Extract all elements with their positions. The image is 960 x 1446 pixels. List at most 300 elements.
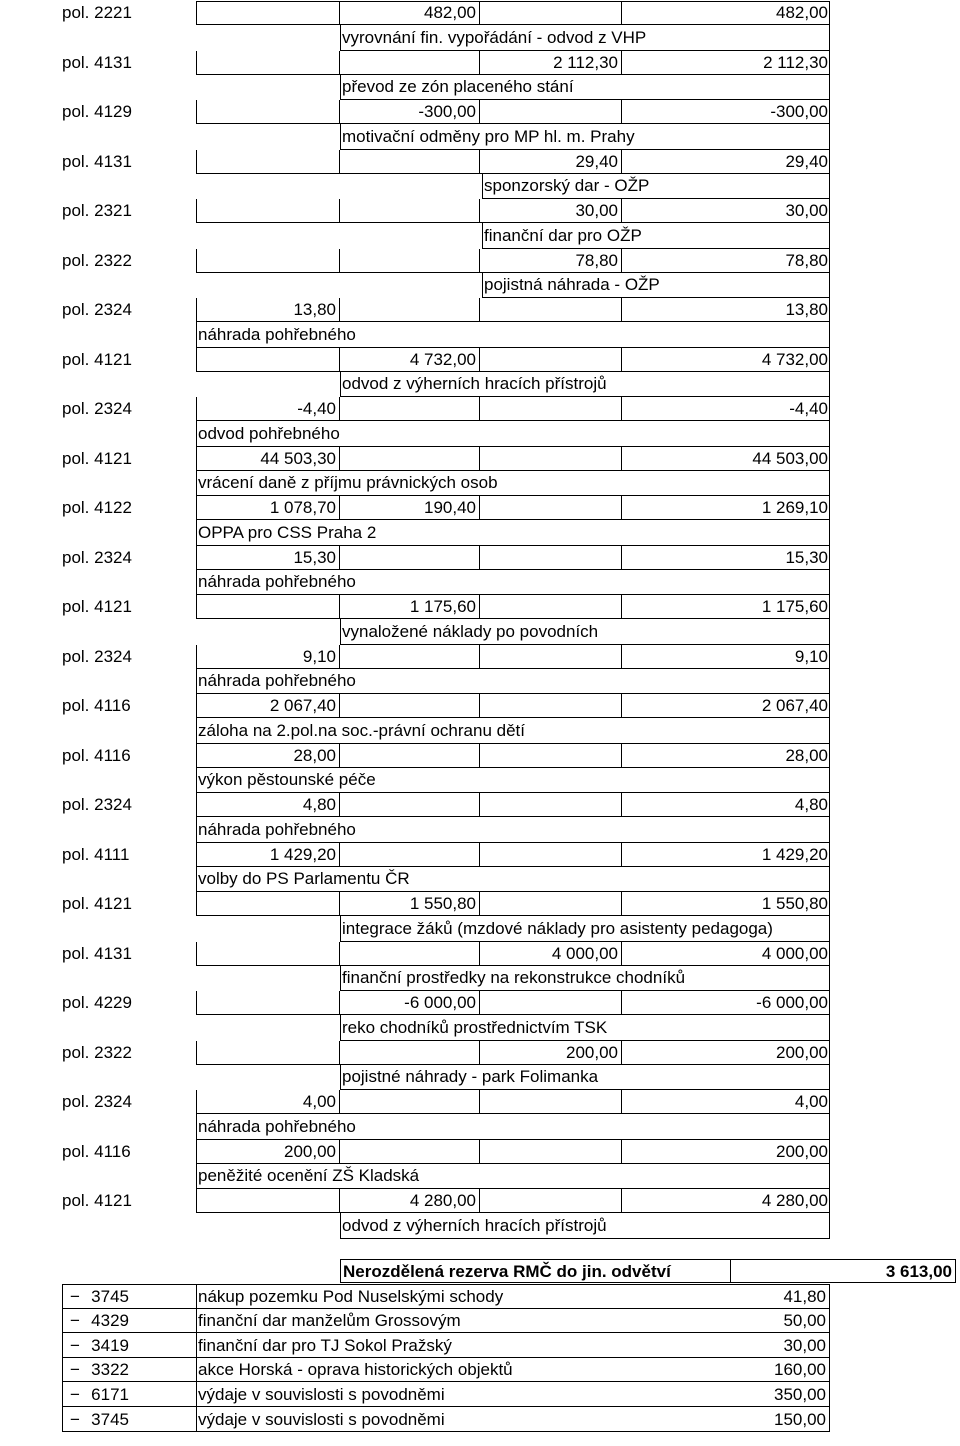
description-row-rule	[340, 99, 830, 100]
rule-line-vertical	[829, 1213, 830, 1239]
description-row-rule	[196, 1188, 830, 1189]
rule-line-vertical	[196, 817, 197, 843]
item-amount-col3: 4 000,00	[551, 943, 618, 963]
rule-line-vertical	[340, 74, 341, 100]
rule-line-vertical	[829, 322, 830, 348]
amount-row-rule	[196, 321, 830, 322]
description-row-rule	[196, 1139, 830, 1140]
rule-line-vertical	[829, 595, 830, 619]
rule-line-vertical	[621, 150, 622, 174]
rule-line-vertical	[196, 1382, 197, 1407]
rule-line-vertical	[339, 51, 340, 75]
rule-line-vertical	[479, 249, 480, 273]
rule-line-vertical	[62, 1407, 63, 1432]
description-row-rule	[482, 297, 830, 298]
rule-line-vertical	[829, 1041, 830, 1065]
rule-line-vertical	[621, 546, 622, 570]
reserve-item-rule	[62, 1381, 830, 1382]
item-description: náhrada pohřebného	[198, 819, 356, 839]
rule-line-vertical	[621, 51, 622, 75]
reserve-item-description: výdaje v souvislosti s povodněmi	[198, 1409, 445, 1429]
rule-line-vertical	[339, 447, 340, 471]
description-row-rule	[196, 446, 830, 447]
rule-line-vertical	[829, 892, 830, 916]
rule-line-vertical	[340, 916, 341, 942]
rule-line-vertical	[196, 1333, 197, 1358]
amount-row-rule	[196, 470, 830, 471]
item-pol-code: pol. 4129	[62, 102, 132, 121]
item-amount-col1: 13,80	[293, 300, 336, 319]
description-row-rule	[340, 1238, 830, 1239]
item-total: 2 112,30	[763, 52, 828, 72]
rule-line-vertical	[196, 546, 197, 570]
rule-line-vertical	[339, 892, 340, 916]
rule-line-vertical	[340, 1015, 341, 1041]
rule-line-vertical	[62, 1382, 63, 1407]
reserve-amount: 3 613,00	[885, 1261, 952, 1281]
item-pol-code: pol. 4229	[62, 993, 132, 1012]
rule-line-vertical	[340, 965, 341, 991]
item-total: 78,80	[785, 250, 828, 270]
rule-line-vertical	[829, 718, 830, 744]
rule-line-vertical	[479, 1090, 480, 1114]
description-row-rule	[196, 347, 830, 348]
rule-line-vertical	[196, 447, 197, 471]
item-pol-code: pol. 2321	[62, 201, 132, 220]
rule-line-vertical	[829, 51, 830, 75]
rule-line-vertical	[196, 100, 197, 124]
rule-line-vertical	[340, 124, 341, 150]
reserve-item-description: nákup pozemku Pod Nuselskými schody	[198, 1286, 504, 1306]
item-amount-col1: 1 429,20	[269, 844, 336, 864]
rule-line-vertical	[196, 1, 197, 25]
amount-row-rule	[196, 866, 830, 867]
rule-line-vertical	[829, 249, 830, 273]
reserve-item-rule	[62, 1431, 830, 1432]
amount-row-rule	[196, 618, 830, 619]
reserve-item-code: 3419	[91, 1335, 129, 1355]
rule-line-vertical	[479, 793, 480, 817]
rule-line-vertical	[339, 1090, 340, 1114]
item-pol-code: pol. 2322	[62, 250, 132, 270]
item-amount-col1: 9,10	[302, 646, 336, 666]
rule-line-vertical	[829, 866, 830, 892]
rule-line-vertical	[196, 1284, 197, 1309]
reserve-item-description: finanční dar manželům Grossovým	[198, 1311, 461, 1331]
item-total: -6 000,00	[756, 993, 828, 1012]
reserve-item-rule	[62, 1308, 830, 1309]
rule-line-vertical	[196, 1308, 197, 1333]
amount-row-rule	[196, 420, 830, 421]
item-pol-code: pol. 2324	[62, 300, 132, 319]
reserve-rule-top	[340, 1259, 956, 1260]
description-row-rule	[340, 644, 830, 645]
rule-line-vertical	[829, 965, 830, 991]
rule-line-vertical	[621, 397, 622, 421]
rule-line-vertical	[339, 843, 340, 867]
rule-line-vertical	[829, 1114, 830, 1140]
rule-line-vertical	[829, 1284, 830, 1309]
rule-line-vertical	[829, 173, 830, 199]
rule-line-vertical	[829, 744, 830, 768]
rule-line-vertical	[196, 1407, 197, 1432]
rule-line-vertical	[196, 249, 197, 273]
item-pol-code: pol. 2221	[62, 3, 132, 22]
rule-line-vertical	[339, 645, 340, 669]
rule-line-vertical	[829, 520, 830, 546]
rule-line-vertical	[621, 991, 622, 1015]
rule-line-vertical	[479, 942, 480, 966]
rule-line-vertical	[339, 1, 340, 25]
item-total: 28,00	[785, 745, 828, 765]
rule-line-vertical	[829, 1163, 830, 1189]
rule-line-vertical	[339, 1189, 340, 1213]
reserve-items-rule-top	[62, 1284, 830, 1285]
reserve-item-code: 3745	[91, 1286, 129, 1306]
rule-line-vertical	[829, 793, 830, 817]
item-total: 4,00	[794, 1092, 828, 1111]
item-pol-code: pol. 4116	[62, 745, 131, 765]
item-total: 15,30	[785, 547, 828, 567]
amount-row-rule	[196, 767, 830, 768]
rule-line-vertical	[829, 569, 830, 595]
item-amount-col1: 28,00	[293, 745, 336, 765]
item-description: náhrada pohřebného	[198, 572, 356, 591]
rule-line-vertical	[621, 199, 622, 223]
item-description: finanční prostředky na rekonstrukce chodníků	[342, 968, 686, 987]
description-row-rule	[196, 545, 830, 546]
rule-line-vertical	[829, 298, 830, 322]
rule-line-vertical	[829, 1090, 830, 1114]
item-pol-code: pol. 4116	[62, 696, 131, 715]
rule-line-vertical	[196, 1114, 197, 1140]
rule-line-vertical	[479, 1041, 480, 1065]
reserve-item-code: 6171	[91, 1384, 129, 1404]
item-pol-code: pol. 4121	[62, 597, 132, 616]
rule-line-vertical	[196, 150, 197, 174]
reserve-item-dash-icon: −	[70, 1384, 80, 1404]
item-pol-code: pol. 2324	[62, 547, 132, 567]
amount-row-rule	[196, 1212, 830, 1213]
rule-line-vertical	[482, 223, 483, 249]
rule-line-vertical	[196, 1090, 197, 1114]
rule-line-vertical	[479, 991, 480, 1015]
rule-line-vertical	[339, 1041, 340, 1065]
description-row-rule	[196, 594, 830, 595]
rule-line-vertical	[479, 1189, 480, 1213]
rule-line-vertical	[829, 1, 830, 25]
rule-line-vertical	[479, 546, 480, 570]
amount-row-rule	[196, 915, 830, 916]
rule-line-vertical	[339, 694, 340, 718]
item-total: 4 732,00	[761, 349, 828, 369]
item-total: 13,80	[785, 300, 828, 319]
item-amount-col1: 15,30	[293, 547, 336, 567]
rule-line-vertical	[829, 496, 830, 520]
rule-line-vertical	[479, 892, 480, 916]
description-row-rule	[340, 990, 830, 991]
rule-line-vertical	[196, 397, 197, 421]
rule-line-vertical	[621, 100, 622, 124]
rule-line-vertical	[479, 744, 480, 768]
rule-line-vertical	[621, 1140, 622, 1164]
description-row-rule	[196, 842, 830, 843]
reserve-title: Nerozdělená rezerva RMČ do jin. odvětví	[343, 1261, 671, 1281]
rule-line-vertical	[829, 371, 830, 397]
rule-line-vertical	[196, 1041, 197, 1065]
rule-line-vertical	[621, 1189, 622, 1213]
rule-line-vertical	[621, 694, 622, 718]
item-description: odvod z výherních hracích přístrojů	[342, 374, 607, 393]
rule-line-vertical	[829, 272, 830, 298]
reserve-item-dash-icon: −	[70, 1311, 80, 1331]
item-amount-col3: 30,00	[575, 201, 618, 220]
rule-line-vertical	[479, 348, 480, 372]
rule-line-vertical	[621, 744, 622, 768]
item-total: 30,00	[785, 201, 828, 220]
description-row-rule	[340, 1089, 830, 1090]
rule-line-vertical	[829, 916, 830, 942]
rule-line-vertical	[196, 1357, 197, 1382]
item-amount-col3: 29,40	[575, 151, 618, 171]
rule-line-vertical	[621, 298, 622, 322]
rule-line-vertical	[621, 348, 622, 372]
rule-line-vertical	[340, 1064, 341, 1090]
rule-line-vertical	[339, 249, 340, 273]
item-pol-code: pol. 2324	[62, 646, 132, 666]
item-description: náhrada pohřebného	[198, 671, 356, 690]
amount-row-rule	[196, 1014, 830, 1015]
rule-line-vertical	[479, 843, 480, 867]
rule-line-vertical	[955, 1259, 956, 1283]
item-pol-code: pol. 2322	[62, 1042, 132, 1062]
rule-line-vertical	[829, 767, 830, 793]
amount-row-rule	[196, 222, 830, 223]
rule-line-vertical	[196, 892, 197, 916]
reserve-item-rule	[62, 1357, 830, 1358]
item-amount-col1: 4,00	[302, 1092, 336, 1111]
rule-line-vertical	[196, 595, 197, 619]
amount-row-rule	[196, 272, 830, 273]
reserve-item-amount: 350,00	[774, 1384, 826, 1404]
rule-line-vertical	[339, 793, 340, 817]
amount-row-rule	[196, 173, 830, 174]
rule-line-vertical	[621, 447, 622, 471]
rule-line-vertical	[479, 1, 480, 25]
item-amount-col3: 200,00	[566, 1042, 618, 1062]
reserve-item-description: finanční dar pro TJ Sokol Pražský	[198, 1335, 452, 1355]
rule-line-vertical	[730, 1259, 731, 1283]
amount-row-rule	[196, 717, 830, 718]
rule-line-vertical	[196, 298, 197, 322]
rule-line-vertical	[339, 546, 340, 570]
rule-line-vertical	[829, 1189, 830, 1213]
description-row-rule	[196, 792, 830, 793]
rule-line-vertical	[340, 1259, 341, 1283]
item-description: vrácení daně z příjmu právnických osob	[198, 473, 498, 492]
amount-row-rule	[196, 1113, 830, 1114]
reserve-rule-bottom	[340, 1282, 956, 1283]
rule-line-vertical	[829, 942, 830, 966]
rule-line-vertical	[62, 1308, 63, 1333]
item-pol-code: pol. 4121	[62, 349, 132, 369]
item-pol-code: pol. 4111	[62, 844, 130, 864]
item-amount-col2: 1 175,60	[409, 597, 476, 616]
item-total: 2 067,40	[761, 696, 828, 715]
item-description: reko chodníků prostřednictvím TSK	[342, 1017, 608, 1037]
rule-line-vertical	[479, 397, 480, 421]
item-total: -4,40	[789, 399, 828, 418]
item-pol-code: pol. 2324	[62, 795, 132, 814]
rule-line-vertical	[829, 645, 830, 669]
item-amount-col3: 2 112,30	[553, 52, 618, 72]
rule-line-vertical	[339, 1140, 340, 1164]
rule-line-vertical	[829, 223, 830, 249]
reserve-item-description: akce Horská - oprava historických objektů	[198, 1360, 513, 1380]
rule-line-vertical	[621, 843, 622, 867]
amount-row-rule	[196, 1163, 830, 1164]
item-description: peněžité ocenění ZŠ Kladská	[198, 1166, 420, 1185]
item-description: náhrada pohřebného	[198, 1116, 356, 1136]
item-pol-code: pol. 4121	[62, 448, 132, 468]
item-total: 4 280,00	[761, 1191, 828, 1210]
rule-line-vertical	[829, 991, 830, 1015]
reserve-item-amount: 41,80	[783, 1286, 826, 1306]
rule-line-vertical	[479, 150, 480, 174]
rule-line-vertical	[479, 298, 480, 322]
rule-line-vertical	[340, 619, 341, 645]
item-amount-col1: 4,80	[302, 795, 336, 814]
item-amount-col2: 4 280,00	[409, 1191, 476, 1210]
item-total: -300,00	[770, 102, 828, 121]
description-row-rule	[340, 149, 830, 150]
rule-line-vertical	[829, 817, 830, 843]
rule-line-vertical	[196, 1189, 197, 1213]
reserve-item-dash-icon: −	[70, 1335, 80, 1355]
rule-line-vertical	[62, 1333, 63, 1358]
rule-line-vertical	[196, 866, 197, 892]
rule-line-vertical	[339, 397, 340, 421]
item-amount-col2: 1 550,80	[409, 894, 476, 913]
amount-row-rule	[196, 1064, 830, 1065]
rule-line-vertical	[829, 397, 830, 421]
description-row-rule	[482, 248, 830, 249]
item-total: 1 269,10	[761, 498, 828, 517]
rule-line-vertical	[829, 1015, 830, 1041]
reserve-item-code: 4329	[91, 1311, 129, 1331]
rule-line-vertical	[479, 645, 480, 669]
rule-line-vertical	[479, 496, 480, 520]
rule-line-vertical	[339, 348, 340, 372]
item-pol-code: pol. 2324	[62, 1092, 132, 1111]
item-description: vyrovnání fin. vypořádání - odvod z VHP	[342, 27, 647, 47]
rule-line-vertical	[339, 150, 340, 174]
item-description: motivační odměny pro MP hl. m. Prahy	[342, 126, 635, 146]
item-total: 44 503,00	[752, 448, 828, 468]
rule-line-vertical	[196, 51, 197, 75]
rule-line-vertical	[479, 595, 480, 619]
amount-row-rule	[196, 569, 830, 570]
rule-line-vertical	[196, 645, 197, 669]
rule-line-vertical	[339, 744, 340, 768]
item-amount-col1: 200,00	[284, 1141, 336, 1161]
rule-line-vertical	[339, 199, 340, 223]
item-total: 1 550,80	[761, 894, 828, 913]
item-pol-code: pol. 4121	[62, 1191, 132, 1210]
rule-line-vertical	[196, 199, 197, 223]
item-amount-col2: -6 000,00	[404, 993, 476, 1012]
item-total: 1 429,20	[761, 844, 828, 864]
rule-line-vertical	[621, 942, 622, 966]
rule-line-vertical	[339, 991, 340, 1015]
rule-line-vertical	[340, 25, 341, 51]
item-description: OPPA pro CSS Praha 2	[198, 522, 377, 542]
item-total: 4,80	[794, 795, 828, 814]
rule-line-vertical	[196, 470, 197, 496]
rule-line-vertical	[479, 100, 480, 124]
reserve-item-code: 3745	[91, 1409, 129, 1429]
description-row-rule	[340, 1040, 830, 1041]
description-row-rule	[196, 743, 830, 744]
rule-line-vertical	[482, 272, 483, 298]
item-description: vynaložené náklady po povodních	[342, 621, 599, 641]
item-description: výkon pěstounské péče	[198, 770, 376, 789]
item-total: 200,00	[776, 1042, 828, 1062]
rule-line-vertical	[196, 520, 197, 546]
rule-line-vertical	[621, 1, 622, 25]
reserve-item-amount: 150,00	[774, 1409, 826, 1429]
rule-line-vertical	[829, 1064, 830, 1090]
item-description: odvod pohřebného	[198, 423, 340, 443]
rule-line-vertical	[340, 1213, 341, 1239]
rule-line-vertical	[479, 1140, 480, 1164]
reserve-item-amount: 160,00	[774, 1360, 826, 1380]
rule-line-vertical	[621, 793, 622, 817]
item-total: 9,10	[794, 646, 828, 666]
rule-line-vertical	[339, 496, 340, 520]
rule-line-vertical	[621, 1041, 622, 1065]
item-description: pojistná náhrada - OŽP	[484, 275, 660, 294]
rule-line-vertical	[621, 645, 622, 669]
description-row-rule	[196, 495, 830, 496]
item-amount-col3: 78,80	[575, 250, 618, 270]
rule-line-vertical	[196, 1140, 197, 1164]
amount-row-rule	[196, 123, 830, 124]
reserve-item-amount: 30,00	[783, 1335, 826, 1355]
item-total: 482,00	[776, 3, 828, 22]
rule-line-vertical	[196, 496, 197, 520]
rule-line-vertical	[339, 942, 340, 966]
rule-line-vertical	[196, 843, 197, 867]
item-description: volby do PS Parlamentu ČR	[198, 869, 410, 888]
rule-line-vertical	[196, 767, 197, 793]
rule-line-vertical	[829, 74, 830, 100]
rule-line-vertical	[829, 1308, 830, 1333]
item-description: odvod z výherních hracích přístrojů	[342, 1215, 607, 1235]
description-row-rule	[196, 891, 830, 892]
reserve-item-amount: 50,00	[783, 1311, 826, 1331]
reserve-item-rule	[62, 1332, 830, 1333]
amount-row-rule	[196, 74, 830, 75]
rule-line-vertical	[196, 348, 197, 372]
rule-line-vertical	[196, 744, 197, 768]
rule-line-vertical	[829, 348, 830, 372]
rule-line-vertical	[479, 199, 480, 223]
description-row-rule	[482, 198, 830, 199]
item-description: sponzorský dar - OŽP	[484, 176, 650, 195]
item-description: finanční dar pro OŽP	[484, 225, 642, 245]
description-row-rule	[340, 396, 830, 397]
